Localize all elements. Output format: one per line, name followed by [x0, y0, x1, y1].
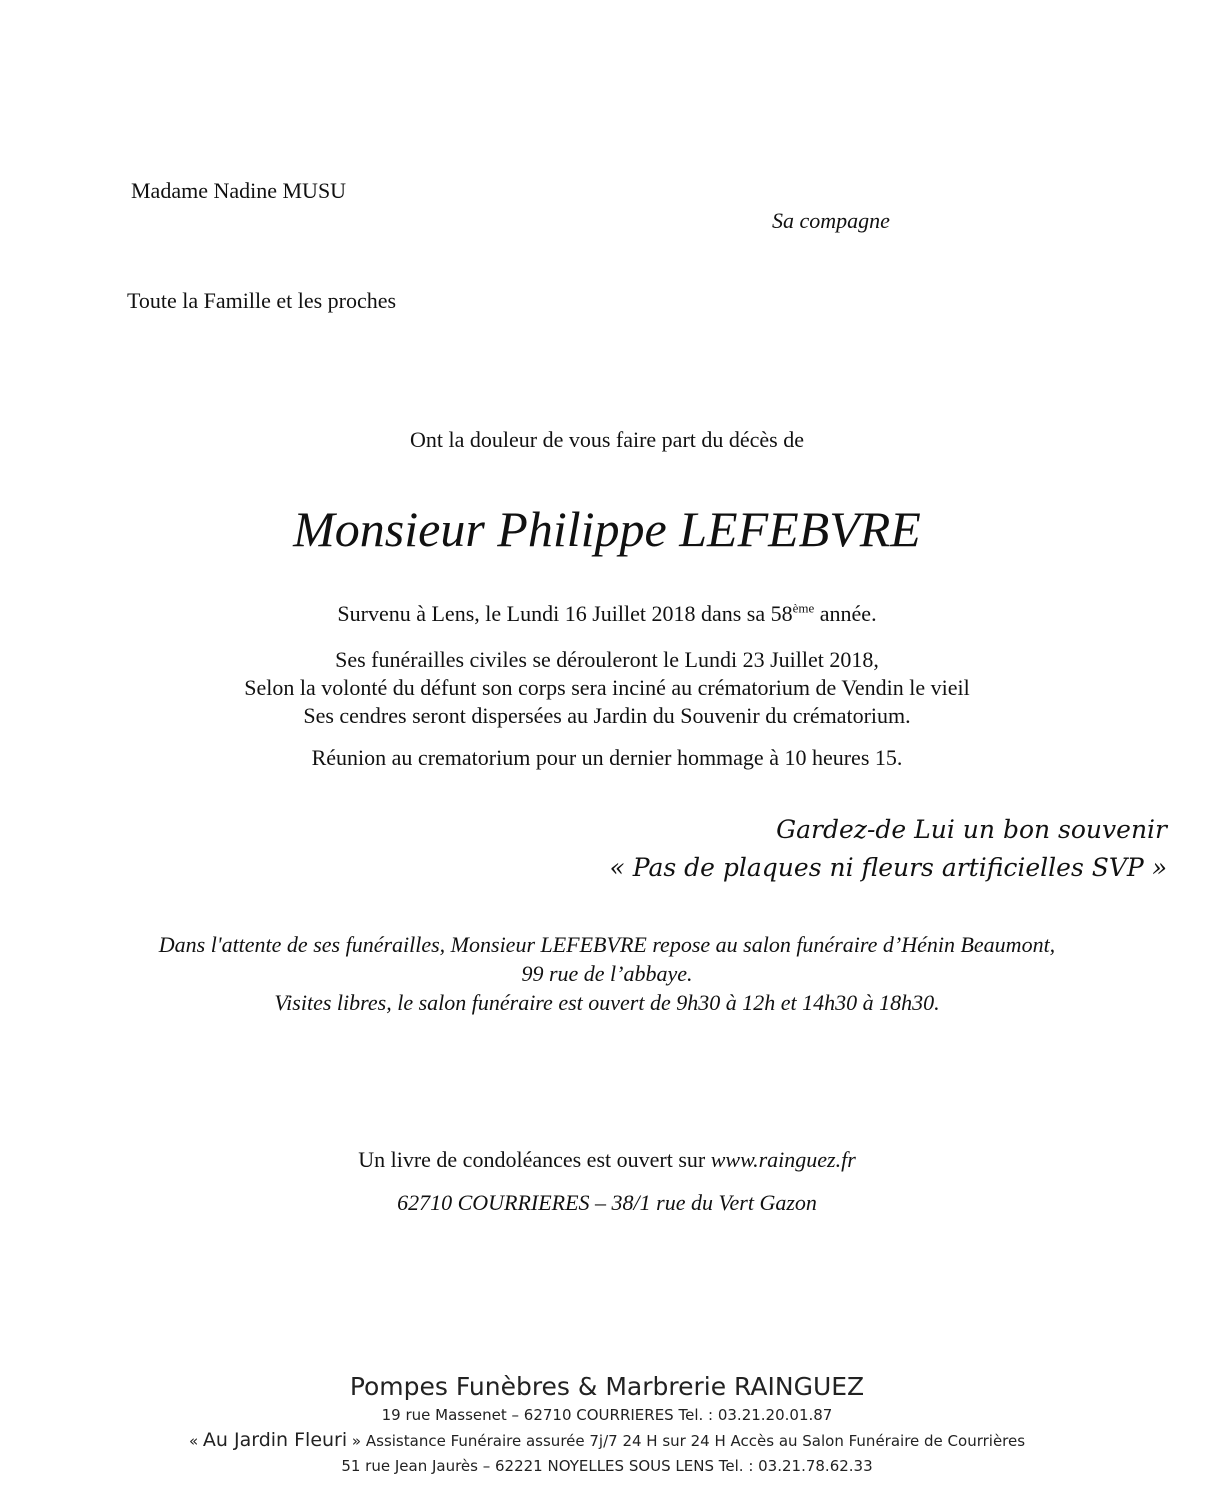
- death-details-prefix: Survenu à Lens, le Lundi 16 Juillet 2018 dans sa 58: [337, 601, 793, 626]
- condolences-text: Un livre de condoléances est ouvert sur: [358, 1147, 711, 1172]
- jardin-fleuri-name: Au Jardin Fleuri: [202, 1429, 348, 1451]
- courrieres-address: 62710 COURRIERES – 38/1 rue du Vert Gazon: [397, 1190, 817, 1215]
- jardin-services: Assistance Funéraire assurée 7j/7 24 H sur 24 H Accès au Salon Funéraire de Courrières: [361, 1432, 1026, 1450]
- family-member-role: Sa compagne: [772, 208, 890, 233]
- death-details-suffix: année.: [814, 601, 877, 626]
- company-address: 19 rue Massenet – 62710 COURRIERES Tel. : 03.21.20.01.87: [381, 1406, 833, 1424]
- rest-address: 99 rue de l’abbaye.: [521, 961, 693, 986]
- family-others: Toute la Famille et les proches: [127, 288, 397, 313]
- noyelles-address: 51 rue Jean Jaurès – 62221 NOYELLES SOUS LENS Tel. : 03.21.78.62.33: [341, 1457, 873, 1475]
- condolences-link[interactable]: www.rainguez.fr: [710, 1147, 856, 1172]
- death-details-ordinal: ème: [792, 600, 815, 616]
- remember-message: Gardez-de Lui un bon souvenir: [776, 815, 1167, 844]
- visiting-hours: Visites libres, le salon funéraire est ouvert de 9h30 à 12h et 14h30 à 18h30.: [274, 990, 940, 1015]
- death-details: [0, 601, 1214, 627]
- funeral-date: Ses funérailles civiles se dérouleront le Lundi 23 Juillet 2018,: [335, 647, 879, 672]
- no-flowers-request: « Pas de plaques ni fleurs artificielles SVP »: [609, 853, 1167, 882]
- deceased-name: Monsieur Philippe LEFEBVRE: [293, 501, 921, 557]
- family-member-name: Madame Nadine MUSU: [131, 178, 347, 203]
- jardin-quote-open: «: [188, 1432, 203, 1450]
- condolences-line: [0, 1147, 1214, 1173]
- funeral-ashes: Ses cendres seront dispersées au Jardin du Souvenir du crématorium.: [303, 703, 911, 728]
- funeral-reunion: Réunion au crematorium pour un dernier hommage à 10 heures 15.: [311, 745, 903, 770]
- announcement-intro: Ont la douleur de vous faire part du décès de: [409, 427, 805, 452]
- company-name: Pompes Funèbres & Marbrerie RAINGUEZ: [349, 1372, 865, 1401]
- rest-location: Dans l'attente de ses funérailles, Monsieur LEFEBVRE repose au salon funéraire d’Hénin Beaumont,: [158, 932, 1056, 957]
- funeral-cremation: Selon la volonté du défunt son corps sera inciné au crématorium de Vendin le vieil: [244, 675, 970, 700]
- jardin-fleuri-line: [0, 1429, 1214, 1451]
- jardin-quote-close: »: [347, 1432, 362, 1450]
